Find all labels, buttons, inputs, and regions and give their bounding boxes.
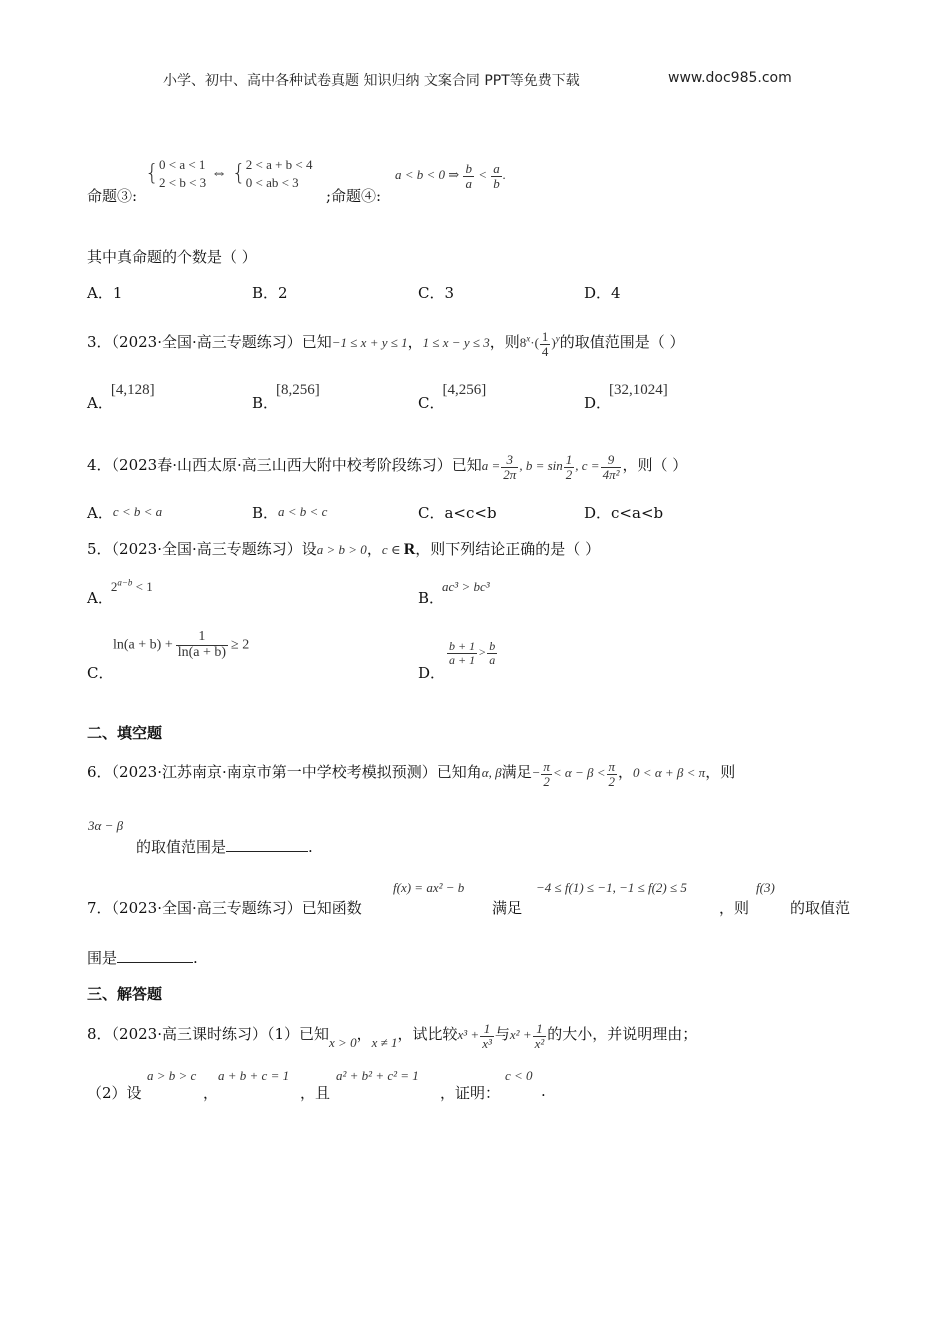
q6-line2 [136, 836, 313, 857]
sys1-line1: 0 < a < 1 [159, 157, 206, 172]
prop3-label: 命题③: [87, 187, 138, 205]
q3-option-a[interactable] [87, 382, 157, 413]
q7-answer-blank[interactable] [117, 950, 193, 963]
q8-part2-target: c < 0 [505, 1068, 533, 1083]
q8-e2-den: x² [534, 1035, 545, 1051]
q6-prefix: 6．（2023·江苏南京·南京市第一中学校考模拟预测）已知角 [87, 763, 482, 782]
q4-a-den: 2π [503, 466, 517, 482]
q8-stem [87, 1022, 697, 1050]
prop4-lt: < [478, 167, 487, 183]
q6-end: . [308, 838, 313, 856]
q8-e1: x³ + [457, 1027, 480, 1043]
q8-suffix: 的大小，并说明理由； [547, 1025, 698, 1044]
q3-stem [87, 330, 685, 358]
q6-frac2-num: π [608, 759, 616, 774]
q3-a-label: A． [87, 394, 113, 412]
q5-d-num1: b + 1 [449, 639, 476, 653]
q3-then: ，则 [489, 333, 520, 352]
q5-c-right: ≥ 2 [231, 637, 250, 653]
q5-cond2: c ∈ [381, 542, 404, 557]
q4-suffix: ，则（ ） [622, 456, 688, 475]
q8-cond1: x > 0 [329, 1035, 357, 1051]
q6-ineq-mid: < α − β < [552, 765, 606, 781]
q7-then: ，则 [719, 899, 750, 917]
q2-stem: 其中真命题的个数是（ ） [87, 248, 257, 266]
q8-comma: ， [356, 1025, 372, 1044]
q3-option-d[interactable] [584, 382, 670, 413]
q5-d-expr [446, 640, 498, 666]
q8-e1-den: x³ [482, 1035, 492, 1051]
q8-part2-and: ，且 [300, 1084, 331, 1102]
q5-comma: ， [366, 540, 382, 558]
q3-cond2: 1 ≤ x − y ≤ 3 [422, 335, 490, 351]
q3-b-value: [8,256] [276, 382, 320, 398]
q4-c-eq: , c = [575, 458, 600, 474]
q5-a-exp: a−b [117, 577, 133, 588]
sys2-line2: 0 < ab < 3 [245, 174, 299, 190]
q3-d-value: [32,1024] [609, 382, 668, 398]
q3-d-label: D． [584, 394, 612, 412]
q8-e2-num: 1 [533, 1022, 547, 1037]
q3-frac-num: 1 [541, 329, 549, 344]
q7-line2 [87, 947, 198, 968]
q3-a-value: [4,128] [110, 382, 155, 398]
q4-a-label: A． [87, 504, 113, 522]
q5-a-rest: < 1 [132, 579, 153, 594]
q6-cond2: 0 < α + β < π [633, 765, 706, 781]
q6-comma: ， [618, 763, 634, 782]
q2-option-b[interactable]: B．2 [252, 284, 288, 302]
prop3-system-left: { 0 < a < 1 2 < b < 3 ⇔ { 2 < a + b < 4 0 < ab < 3 [145, 157, 313, 190]
q4-c-den: 4π² [602, 466, 620, 482]
q6-stem [87, 760, 735, 788]
prop4-premise: a < b < 0 ⇒ [395, 167, 460, 183]
q8-expr2 [509, 1021, 547, 1051]
q8-prefix: 8．（2023·高三课时练习）（1）已知 [87, 1025, 330, 1044]
q3-suffix: 的取值范围是（ ） [559, 333, 685, 352]
q8-part2-label: （2）设 [87, 1084, 142, 1102]
q6-answer-blank[interactable] [226, 839, 308, 852]
q7-suffix: 的取值范 [790, 899, 851, 917]
q3-base: 8 [519, 335, 527, 351]
q3-c-label: C． [418, 394, 445, 412]
q5-d-gt: > [478, 644, 487, 659]
q5-option-b[interactable] [418, 579, 492, 608]
q6-suffix: 的取值范围是 [136, 838, 227, 856]
q4-option-c[interactable]: C．a<c<b [418, 504, 497, 522]
q7-mid: 满足 [492, 899, 523, 917]
q5-d-den1: a + 1 [449, 652, 476, 667]
section-fill-blank-title: 二、填空题 [87, 724, 163, 742]
prop4-frac1-den: a [465, 175, 472, 191]
q8-part2-end: . [541, 1082, 546, 1100]
q5-stem [87, 538, 600, 559]
q2-option-c[interactable]: C．3 [418, 284, 455, 302]
q6-frac2-den: 2 [608, 773, 616, 789]
q8-cond2: x ≠ 1 [371, 1035, 398, 1051]
q3-option-c[interactable] [418, 382, 488, 413]
q3-c-value: [4,256] [442, 382, 487, 398]
q4-c-num: 9 [601, 453, 622, 468]
q8-e1-num: 1 [480, 1022, 494, 1037]
q7-stem-prefix: 7．（2023·全国·高三专题练习）已知函数 [87, 899, 362, 917]
section-answer-title: 三、解答题 [87, 985, 163, 1003]
q8-part2-comma: ， [203, 1084, 219, 1102]
q4-option-d[interactable]: D．c<a<b [584, 504, 664, 522]
q4-b-den: 2 [565, 466, 573, 482]
sys1-line2: 2 < b < 3 [159, 174, 207, 190]
q5-suffix: ，则下列结论正确的是（ ） [415, 540, 601, 558]
iff-symbol: ⇔ [210, 164, 227, 182]
q4-option-b[interactable] [252, 502, 327, 523]
q4-a-eq: a = [481, 458, 501, 474]
prop4-end: . [502, 167, 506, 183]
q6-ineq [531, 759, 618, 789]
q5-option-c[interactable]: C． [87, 664, 114, 682]
q4-option-a[interactable] [87, 502, 162, 523]
q8-e2: x² + [509, 1027, 532, 1043]
q5-option-a[interactable] [87, 577, 155, 608]
q3-option-b[interactable] [252, 382, 322, 413]
q3-exp-y: y [555, 333, 560, 344]
header-text: 小学、初中、高中各种试卷真题 知识归纳 文案合同 PPT等免费下载 [163, 73, 580, 89]
q3-cond1: −1 ≤ x + y ≤ 1 [331, 335, 408, 351]
q4-prefix: 4．（2023春·山西太原·高三山西大附中校考阶段练习）已知 [87, 456, 482, 475]
q7-condition: −4 ≤ f(1) ≤ −1, −1 ≤ f(2) ≤ 5 [536, 880, 687, 895]
q5-c-den: ln(a + b) [177, 644, 227, 660]
q4-a-num: 3 [501, 453, 518, 468]
q6-frac1-den: 2 [543, 773, 550, 789]
q7-line2-text: 围是 [87, 949, 118, 967]
q4-b-label: B． [252, 504, 279, 522]
prop4-label: ;命题④: [326, 187, 382, 205]
q5-b-value: ac³ > bc³ [442, 579, 490, 594]
sys2-line1: 2 < a + b < 4 [245, 157, 313, 172]
q5-c-num: 1 [176, 630, 228, 646]
prop4-expr [395, 162, 506, 190]
q5-prefix: 5．（2023·全国·高三专题练习）设 [87, 540, 317, 558]
q4-b-eq: , b = sin [519, 458, 563, 474]
q5-c-expr [113, 630, 249, 660]
q5-a-value [111, 579, 153, 594]
q3-exp-x: x [526, 333, 531, 344]
q2-option-a[interactable]: A．1 [87, 284, 123, 302]
q8-part2-cond2: a + b + c = 1 [218, 1068, 290, 1083]
q8-part2-cond1: a > b > c [147, 1068, 197, 1083]
q4-stem [87, 453, 687, 481]
q5-a-base: 2 [110, 579, 118, 594]
q4-a-value: c < b < a [112, 504, 163, 519]
q5-d-num2: b [489, 639, 496, 653]
prop4-frac2-num: a [493, 161, 500, 176]
q3-comma: ， [407, 333, 423, 352]
q5-b-label: B． [418, 589, 445, 607]
q7-end: . [193, 949, 198, 967]
q5-cond1: a > b > 0 [316, 542, 367, 557]
q7-target: f(3) [756, 880, 775, 895]
q3-b-label: B． [252, 394, 279, 412]
q4-b-value: a < b < c [278, 504, 328, 519]
prop4-frac2-den: b [493, 175, 500, 191]
header-url: www.doc985.com [668, 70, 792, 86]
q5-real-set: R [403, 541, 416, 558]
q8-with: 与 [494, 1025, 510, 1044]
q5-option-d[interactable]: D． [418, 664, 446, 682]
q8-expr1 [457, 1021, 495, 1051]
q4-b-num: 1 [565, 452, 573, 467]
q6-then: ，则 [705, 763, 736, 782]
q6-minus: − [531, 765, 541, 781]
q2-option-d[interactable]: D．4 [584, 284, 621, 302]
q7-function: f(x) = ax² − b [393, 880, 465, 895]
q5-c-left: ln(a + b) + [113, 637, 173, 653]
q6-vars: α, β [481, 765, 502, 781]
q3-dot: ·( [530, 335, 539, 351]
q3-close: ) [551, 335, 556, 351]
prop4-frac1-num: b [465, 161, 472, 176]
q8-part2-prove: ，证明： [440, 1084, 501, 1102]
q6-mid: 满足 [501, 763, 532, 782]
q6-frac1-num: π [543, 759, 550, 774]
q3-frac-den: 4 [541, 343, 549, 359]
q3-prefix: 3．（2023·全国·高三专题练习）已知 [87, 333, 332, 352]
q8-compare: ，试比较 [397, 1025, 458, 1044]
q5-a-label: A． [87, 589, 113, 607]
q3-expr [519, 329, 560, 359]
q6-expr: 3α − β [88, 818, 124, 833]
q8-part2-cond3: a² + b² + c² = 1 [336, 1068, 419, 1083]
q5-d-den2: a [489, 652, 496, 667]
